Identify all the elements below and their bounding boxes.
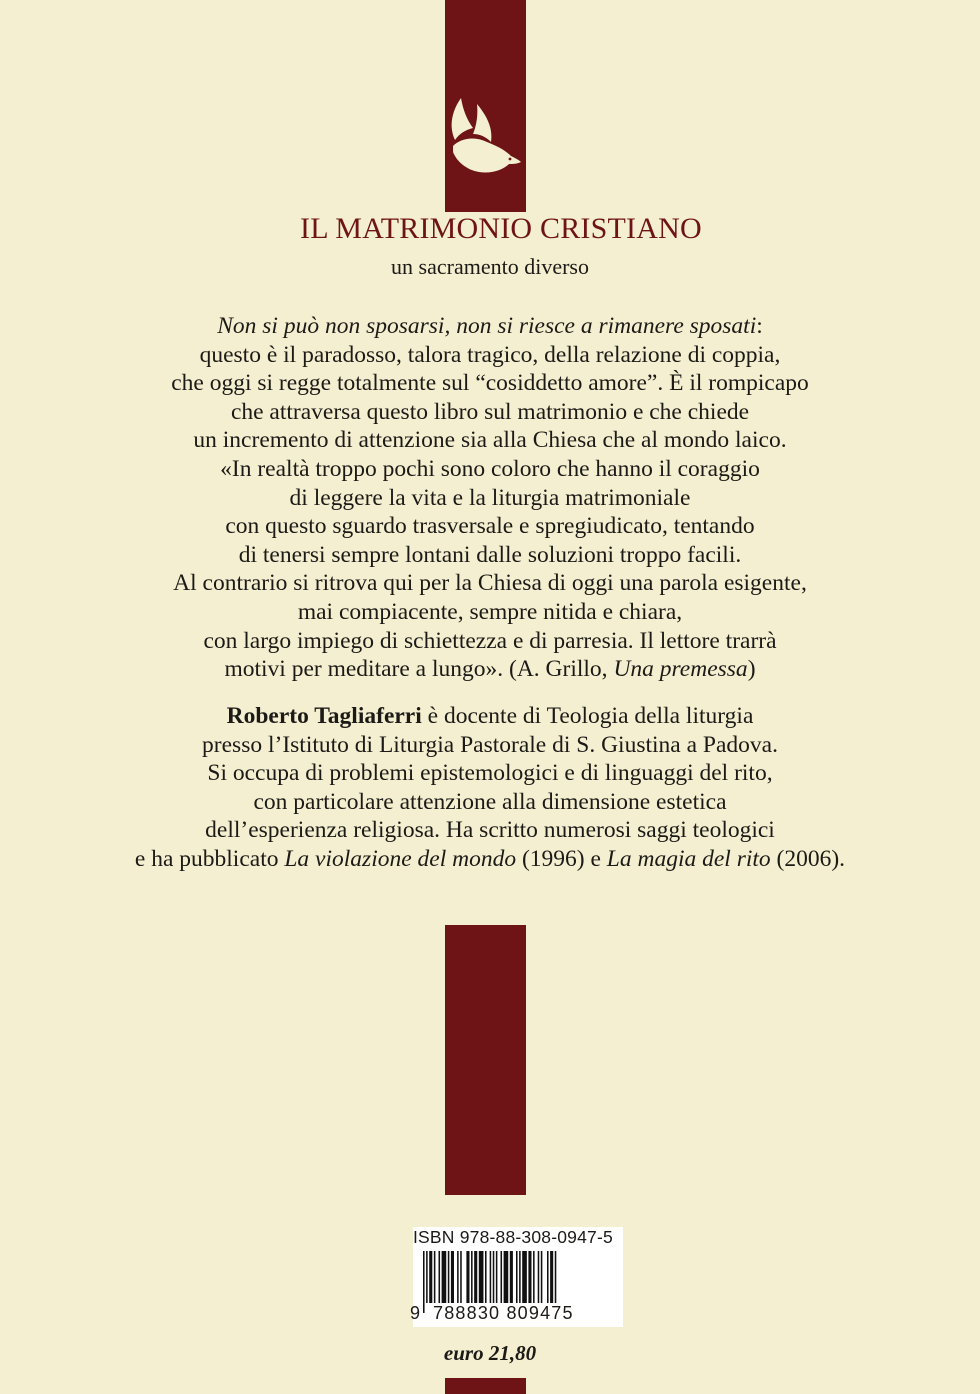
blurb-line: Al contrario si ritrova qui per la Chiesa di oggi una parola esigente, xyxy=(173,570,807,597)
barcode-bar xyxy=(423,1251,425,1313)
barcode-bar xyxy=(451,1251,454,1303)
bio-line6-mid: (1996) e xyxy=(516,845,607,872)
price-label: euro 21,80 xyxy=(443,1341,537,1365)
barcode-digits: 788830 809475 xyxy=(433,1303,574,1323)
bio-line: presso l’Istituto di Liturgia Pastorale di S. Giustina a Padova. xyxy=(202,731,778,758)
barcode-bar xyxy=(479,1251,484,1303)
blurb-line: di tenersi sempre lontani dalle soluzioni troppo facili. xyxy=(238,541,742,568)
book-title: IL MATRIMONIO CRISTIANO xyxy=(300,212,702,245)
blurb-line xyxy=(0,655,980,684)
dove-icon xyxy=(447,94,523,174)
barcode-bar xyxy=(448,1251,450,1303)
barcode-bar xyxy=(555,1251,557,1303)
barcode-bar xyxy=(519,1251,521,1303)
blurb-line: un incremento di attenzione sia alla Chiesa che al mondo laico. xyxy=(193,427,787,454)
barcode-bar xyxy=(442,1251,447,1303)
blurb-line: questo è il paradosso, talora tragico, della relazione di coppia, xyxy=(199,341,781,368)
blurb-line13-end: ) xyxy=(747,656,756,683)
barcode-bar xyxy=(471,1251,473,1303)
blurb-line: che attraversa questo libro sul matrimonio e che chiede xyxy=(230,398,750,425)
barcode-first-digit: 9 xyxy=(410,1303,421,1323)
barcode-bar xyxy=(501,1251,503,1303)
barcode-bar xyxy=(434,1251,436,1303)
book-title-2: La magia del rito xyxy=(606,845,771,872)
preface-title: Una premessa xyxy=(613,656,748,683)
blurb-line1-tail: : xyxy=(756,313,763,339)
barcode-bar xyxy=(528,1251,531,1303)
barcode-bar xyxy=(522,1251,527,1303)
bio-line6-start: e ha pubblicato xyxy=(134,845,285,872)
barcode-bar xyxy=(547,1251,549,1303)
isbn-label: ISBN 978-88-308-0947-5 xyxy=(413,1227,613,1247)
author-bio xyxy=(0,702,980,874)
barcode-bar xyxy=(533,1251,535,1303)
bio-line: Si occupa di problemi epistemologici e di linguaggi del rito, xyxy=(207,760,773,787)
barcode-bar xyxy=(504,1251,509,1303)
blurb-line: con questo sguardo trasversale e spregiudicato, tentando xyxy=(225,513,755,540)
blurb-line: mai compiacente, sempre nitida e chiara, xyxy=(297,598,683,625)
barcode-bar xyxy=(426,1251,428,1303)
bio-line6-end: (2006). xyxy=(770,845,846,872)
barcode-bar xyxy=(466,1251,469,1303)
barcode-bar xyxy=(496,1251,498,1303)
bio-line: dell’esperienza religiosa. Ha scritto numerosi saggi teologici xyxy=(205,817,775,844)
blurb-line xyxy=(0,312,980,341)
barcode-bar xyxy=(460,1251,462,1303)
barcode-bar xyxy=(457,1251,459,1303)
middle-color-band xyxy=(445,925,526,1195)
barcode-bar xyxy=(493,1251,495,1303)
blurb-italic-quote: Non si può non sposarsi, non si riesce a rimanere sposati xyxy=(217,313,757,339)
bottom-color-band xyxy=(445,1378,526,1394)
bio-line xyxy=(0,845,980,874)
barcode-bar xyxy=(510,1251,513,1303)
author-name: Roberto Tagliaferri xyxy=(226,703,422,729)
barcode-bar xyxy=(541,1251,543,1303)
bio-line: con particolare attenzione alla dimensione estetica xyxy=(253,788,727,815)
blurb-line: che oggi si regge totalmente sul “cosiddetto amore”. È il rompicapo xyxy=(171,370,809,397)
barcode-bar xyxy=(474,1251,477,1303)
barcode-bar xyxy=(429,1251,432,1303)
barcode-bar xyxy=(516,1251,518,1303)
bio-line xyxy=(0,702,980,731)
blurb-line13-start: motivi per meditare a lungo». (A. Grillo, xyxy=(224,656,614,683)
barcode-bar xyxy=(485,1251,487,1303)
book-subtitle: un sacramento diverso xyxy=(391,254,589,279)
blurb-line: «In realtà troppo pochi sono coloro che hanno il coraggio xyxy=(220,455,760,482)
barcode-bar xyxy=(439,1251,441,1303)
blurb-line: di leggere la vita e la liturgia matrimoniale xyxy=(289,484,691,511)
blurb-text xyxy=(0,312,980,684)
book-title-1: La violazione del mondo xyxy=(284,845,517,872)
barcode-bar xyxy=(538,1251,540,1303)
bio-line1-tail: è docente di Teologia della liturgia xyxy=(421,703,754,729)
blurb-line: con largo impiego di schiettezza e di parresia. Il lettore trarrà xyxy=(203,627,777,654)
